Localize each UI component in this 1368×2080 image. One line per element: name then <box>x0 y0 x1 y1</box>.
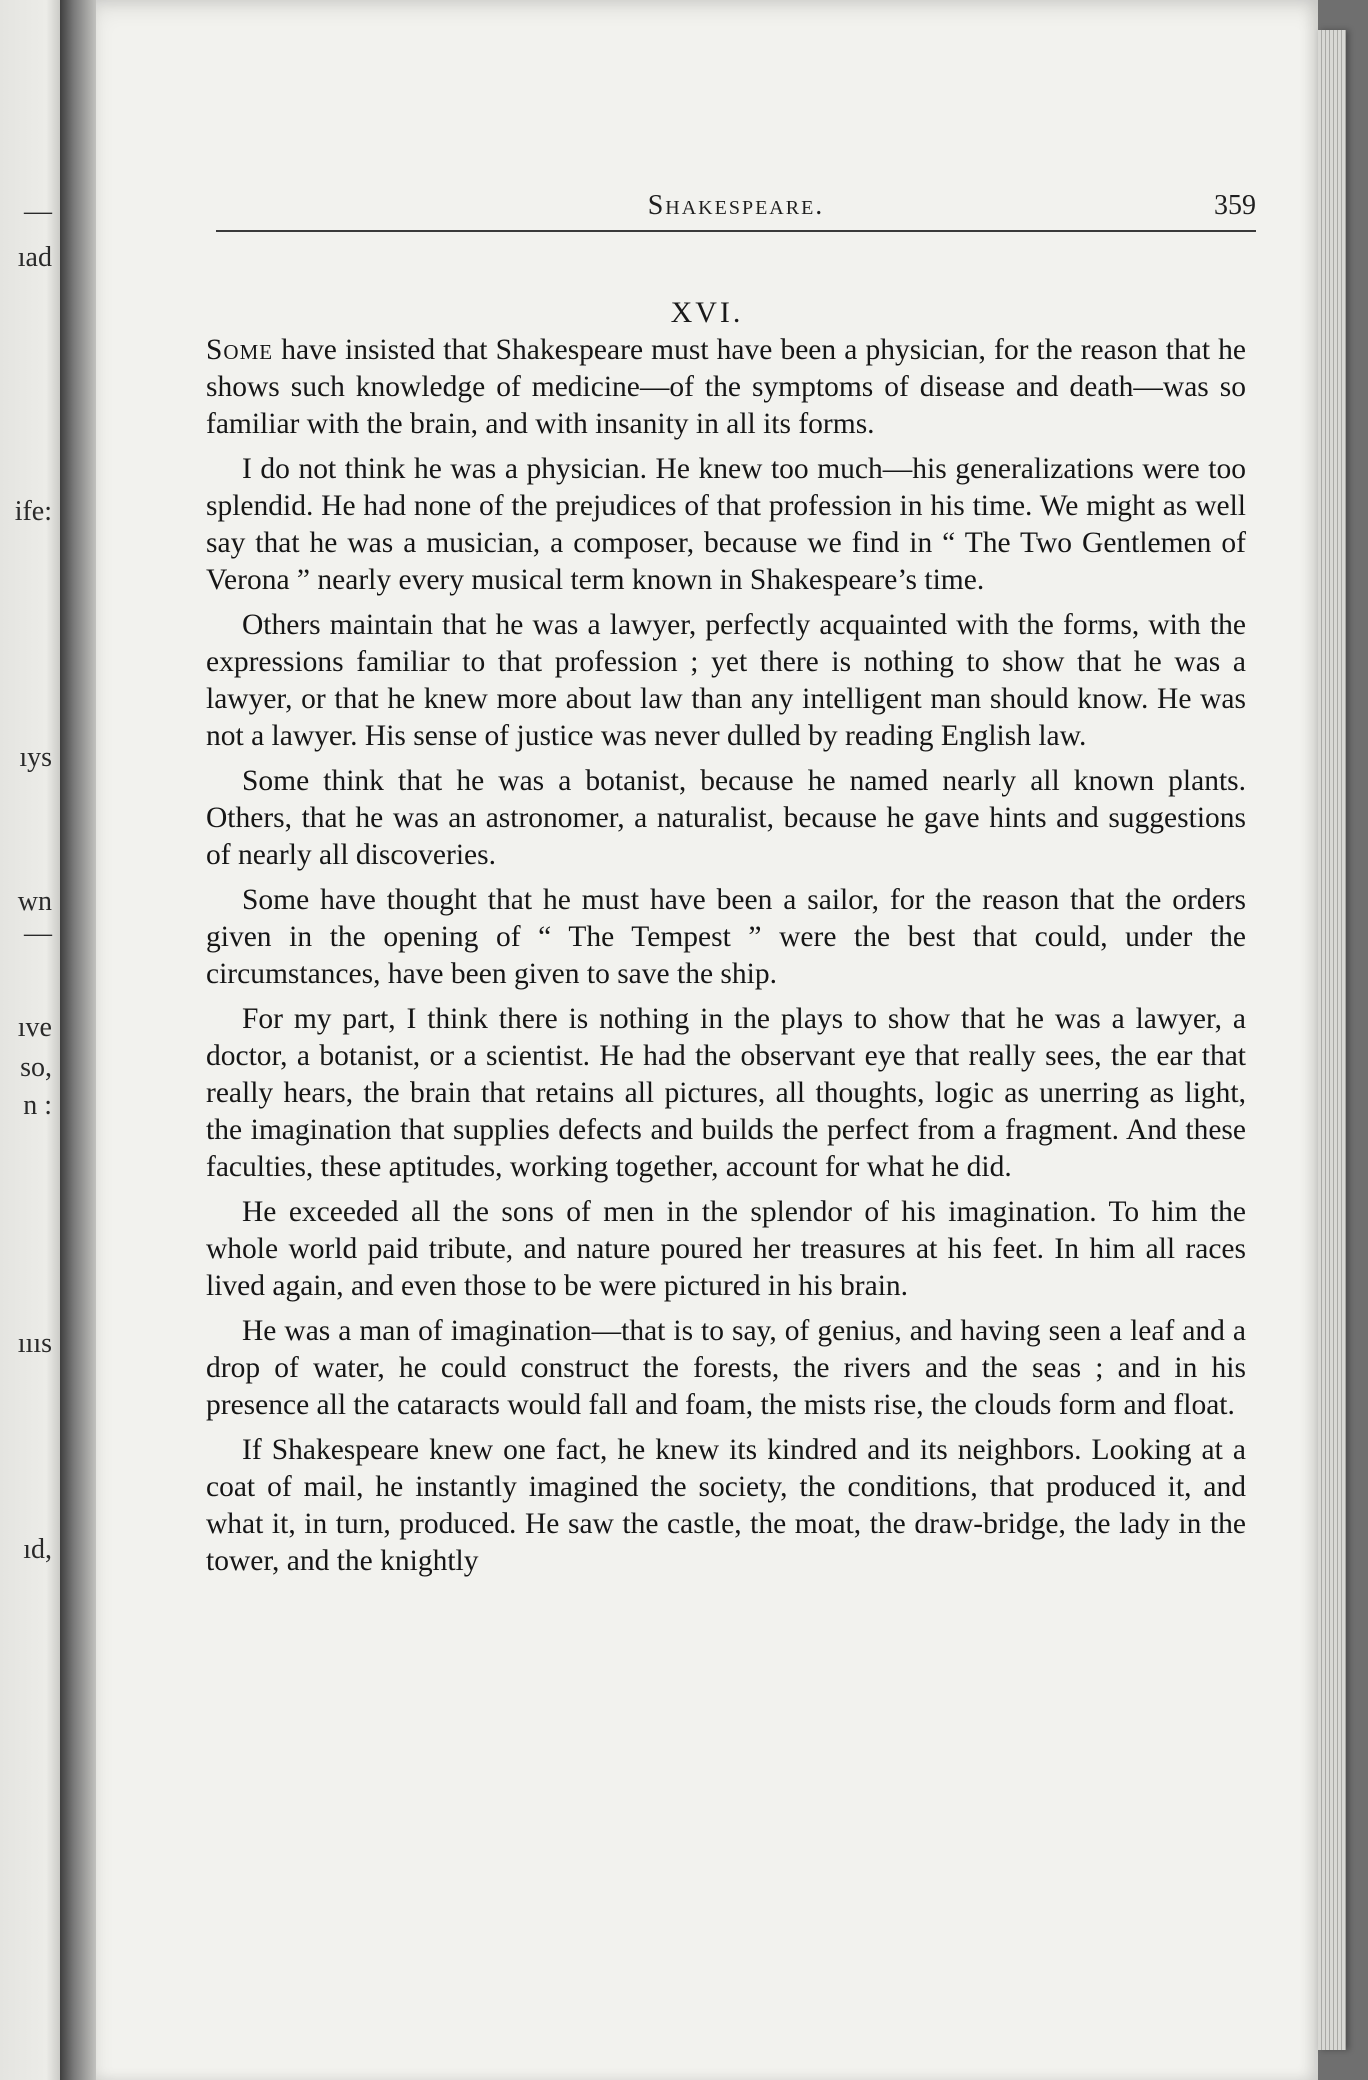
paragraph: He exceeded all the sons of men in the splendor of his imagination. To him the whole world paid tribute, and nature poured her treasures at his feet. In him all races lived again, and even those to be were pictured in his brain. <box>206 1196 1246 1302</box>
paragraph: For my part, I think there is nothing in the plays to show that he was a lawyer, a doctor, a botanist, or a scientist. He had the observant eye that really sees, the ear that really hears, the brain that retains all pictures, all thoughts, logic as unerring as light, the imagination that supplies defects and builds the perfect from a fragment. And these faculties, these aptitudes, working together, account for what he did. <box>206 1003 1246 1183</box>
paragraph: He was a man of imagination—that is to say, of genius, and having seen a leaf and a drop of water, he could construct the forests, the rivers and the seas ; and in his presence all the cataracts would fall and foam, the mists rise, the clouds form and float. <box>206 1315 1246 1421</box>
chapter-heading: XVI. <box>670 296 744 329</box>
paragraph-lead-word: Some <box>206 334 274 366</box>
facing-page-fragment: so, <box>20 1052 52 1083</box>
paragraph: If Shakespeare knew one fact, he knew its kindred and its neighbors. Looking at a coat of mail, he instantly imagined the society, the conditions, that produced it, and what it, in turn, produced. He saw the castle, the moat, the draw-bridge, the lady in the tower, and the knightly <box>206 1434 1246 1577</box>
paragraph: Others maintain that he was a lawyer, perfectly acquainted with the forms, with the expressions familiar to that profession ; yet there is nothing to show that he was a lawyer, or that he knew more about law than any intelligent man should know. He was not a lawyer. His sense of justice was never dulled by reading English law. <box>206 609 1246 752</box>
facing-page-edge <box>0 0 66 2080</box>
facing-page-fragment: ıd, <box>23 1534 52 1565</box>
facing-page-fragment: — <box>24 918 52 949</box>
paragraph: I do not think he was a physician. He knew too much—his generalizations were too splendid. He had none of the prejudices of that profession in his time. We might as well say that he was a musician, a composer, because we find in “ The Two Gentlemen of Verona ” nearly every musical term known in Shakespeare’s time. <box>206 453 1246 596</box>
page-stack-edge <box>1318 30 1346 2050</box>
paragraph-text: have insisted that Shakespeare must have been a physician, for the reason that he shows such knowledge of medicine—of the symptoms of disease and death—was so familiar with the brain, and with insanity in all its forms. <box>206 334 1246 440</box>
body-text <box>206 332 1246 1588</box>
facing-page-fragment: ıve <box>17 1012 52 1043</box>
running-title: Shakespeare. <box>647 190 825 221</box>
facing-page-fragment: n : <box>23 1090 52 1121</box>
facing-page-fragment: ıııs <box>17 1328 52 1359</box>
facing-page-fragment: — <box>24 196 52 227</box>
paragraph: Some think that he was a botanist, because he named nearly all known plants. Others, that he was an astronomer, a naturalist, because he gave hints and suggestions of nearly all discoveries. <box>206 765 1246 871</box>
paragraph: Some have thought that he must have been a sailor, for the reason that the orders given in the opening of “ The Tempest ” were the best that could, under the circumstances, have been given to save the ship. <box>206 884 1246 990</box>
paragraph <box>206 332 1246 443</box>
facing-page-fragment: ife: <box>14 496 52 527</box>
facing-page-fragment: wn <box>17 886 52 917</box>
book-gutter <box>60 0 100 2080</box>
facing-page-fragment: ıad <box>17 242 52 273</box>
facing-page-fragment: ıys <box>19 742 52 773</box>
running-header <box>216 190 1256 232</box>
book-page <box>96 0 1318 2080</box>
page-number: 359 <box>1214 190 1256 221</box>
